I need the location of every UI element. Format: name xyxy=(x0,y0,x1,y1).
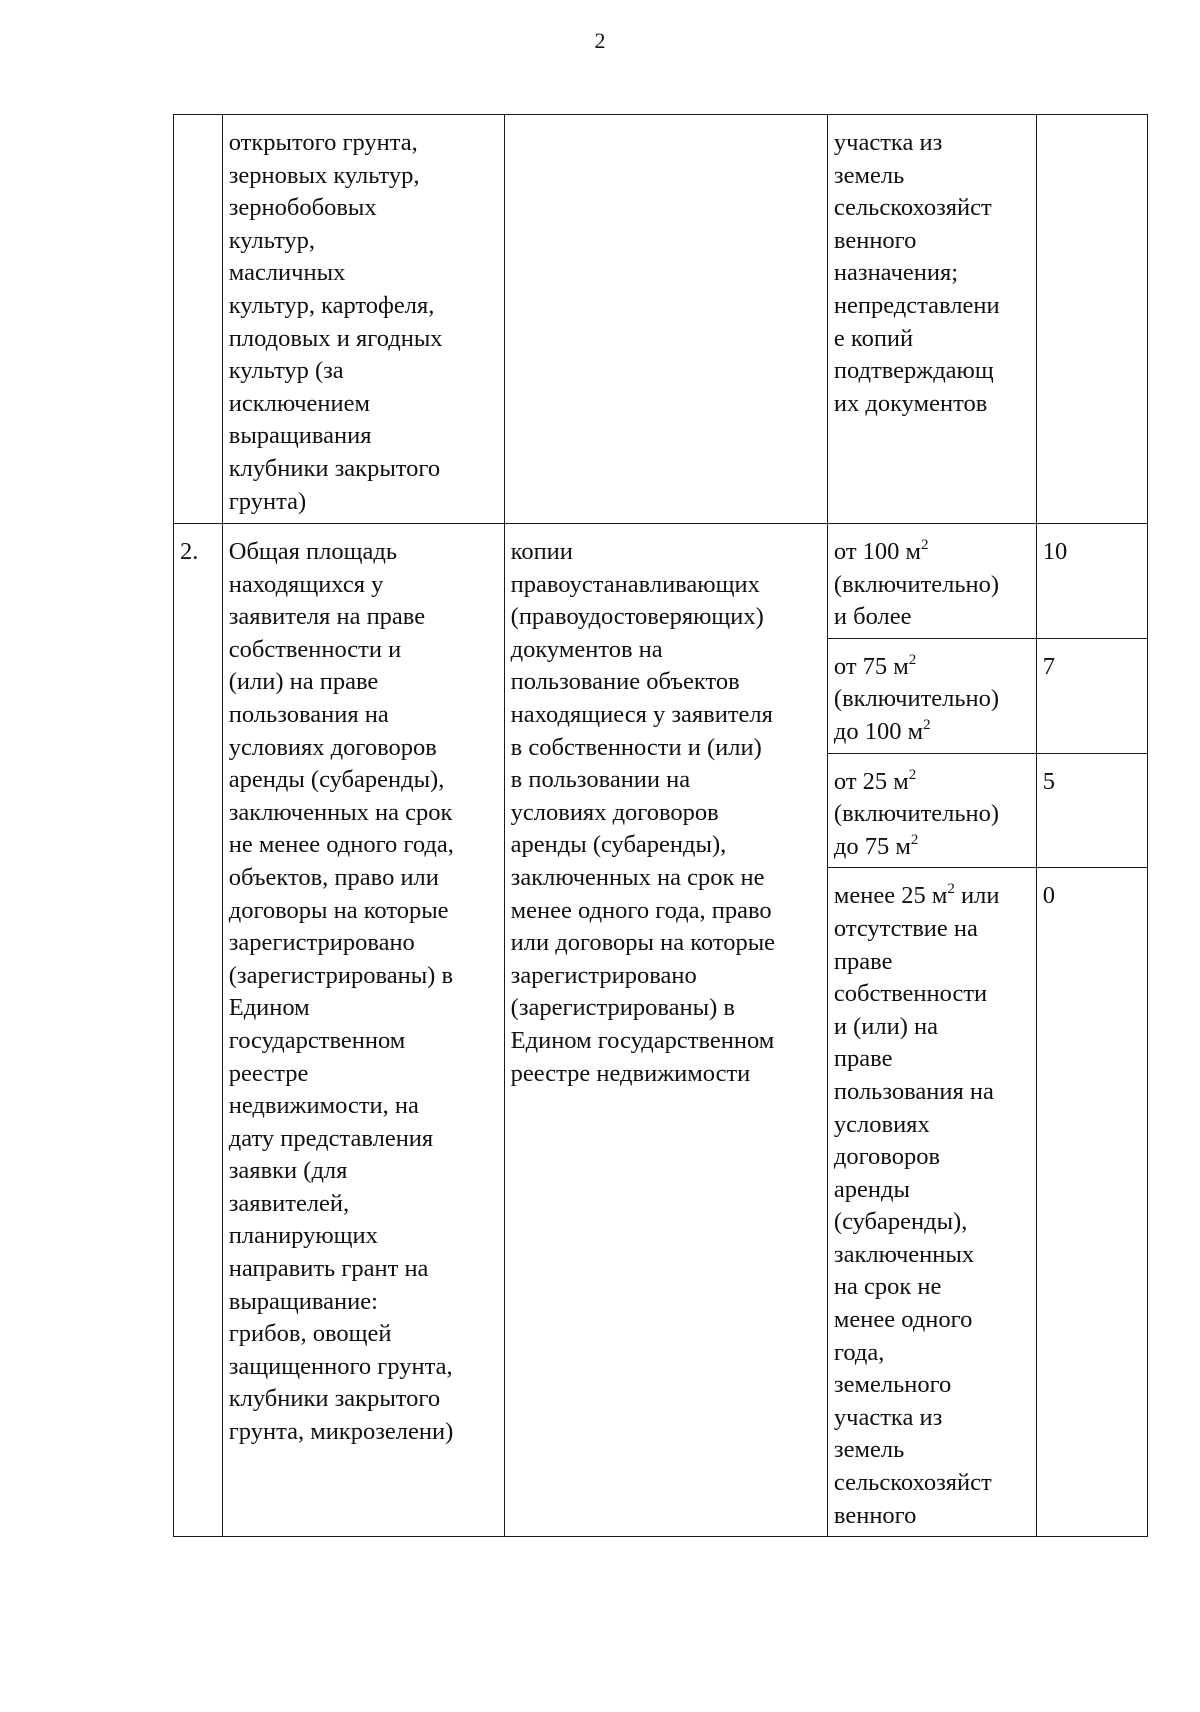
value-cell xyxy=(827,115,1036,524)
value-text-rest: (включительно) до 75 м xyxy=(833,800,1000,860)
value-cell xyxy=(827,868,1036,1537)
value-superscript: 2 xyxy=(921,537,929,553)
score-cell xyxy=(1036,753,1147,868)
value-text-line1-post: или xyxy=(954,882,1000,910)
score-text: 7 xyxy=(1042,652,1055,680)
score-cell xyxy=(1036,868,1147,1537)
value-cell xyxy=(827,524,1036,639)
value-text-line1: от 25 м xyxy=(833,767,909,795)
value-superscript: 2 xyxy=(910,831,919,848)
value-cell xyxy=(827,753,1036,868)
score-text: 5 xyxy=(1042,767,1055,795)
documents-text: копии правоустанавливающих (правоудостоверяющих) документов на пользование объектов находящиеся у заявителя в собственности и (или) в пользовании на условиях договоров аренды (субаренды), заключенных на срок не менее одного года, право или договоры на которые зарегистрировано (зарегистрированы) в Едином государственном реестре недвижимости xyxy=(510,538,776,1087)
documents-cell xyxy=(504,115,827,524)
value-cell xyxy=(827,638,1036,753)
score-cell xyxy=(1036,115,1147,524)
value-superscript: 2 xyxy=(908,651,917,668)
documents-cell xyxy=(504,524,827,1537)
page-number: 2 xyxy=(594,28,606,53)
criterion-text: Общая площадь находящихся у заявителя на праве собственности и (или) на праве пользования на условиях договоров аренды (субаренды), заключенных на срок не менее одного года, объектов, право или договоры на которые зарегистрировано (зарегистрированы) в Едином государственном реестре недвижимости, на дату представления заявки (для заявителей, планирующих направить грант на выращивание: грибов, овощей защищенного грунта, клубники закрытого грунта, микрозелени) xyxy=(228,538,454,1446)
row-number-cell xyxy=(174,524,223,1537)
value-text-line1: менее 25 м xyxy=(833,882,948,910)
value-text-rest: (включительно) и более xyxy=(833,570,1000,631)
value-text-rest: отсутствие на праве собственности и (или) на праве пользования на условиях договоров аренды (субаренды), заключенных на срок не менее одного года, земельного участка из земель сельскохозяйст венного xyxy=(833,914,994,1529)
score-text: 0 xyxy=(1042,882,1055,910)
table-row-continued xyxy=(174,115,1148,524)
value-superscript: 2 xyxy=(923,716,931,733)
score-cell xyxy=(1036,638,1147,753)
value-text-line1: от 75 м xyxy=(833,652,909,680)
score-cell xyxy=(1036,524,1147,639)
value-text-rest: (включительно) до 100 м xyxy=(833,685,1000,745)
value-text: участка из земель сельскохозяйст венного назначения; непредставлени е копий подтверждающ их документов xyxy=(833,129,1000,417)
criterion-cell xyxy=(222,115,504,524)
criterion-cell xyxy=(222,524,504,1537)
value-superscript: 2 xyxy=(947,881,955,898)
score-text: 10 xyxy=(1042,538,1068,565)
criteria-table xyxy=(173,114,1148,1537)
row-number: 2. xyxy=(180,538,199,565)
value-text-line1: от 100 м xyxy=(833,538,922,565)
row-number-cell xyxy=(174,115,223,524)
value-superscript: 2 xyxy=(908,766,917,783)
table-row xyxy=(174,524,1148,639)
criterion-text: открытого грунта, зерновых культур, зернобобовых культур, масличных культур, картофеля, плодовых и ягодных культур (за исключением выращивания клубники закрытого грунта) xyxy=(228,129,443,515)
